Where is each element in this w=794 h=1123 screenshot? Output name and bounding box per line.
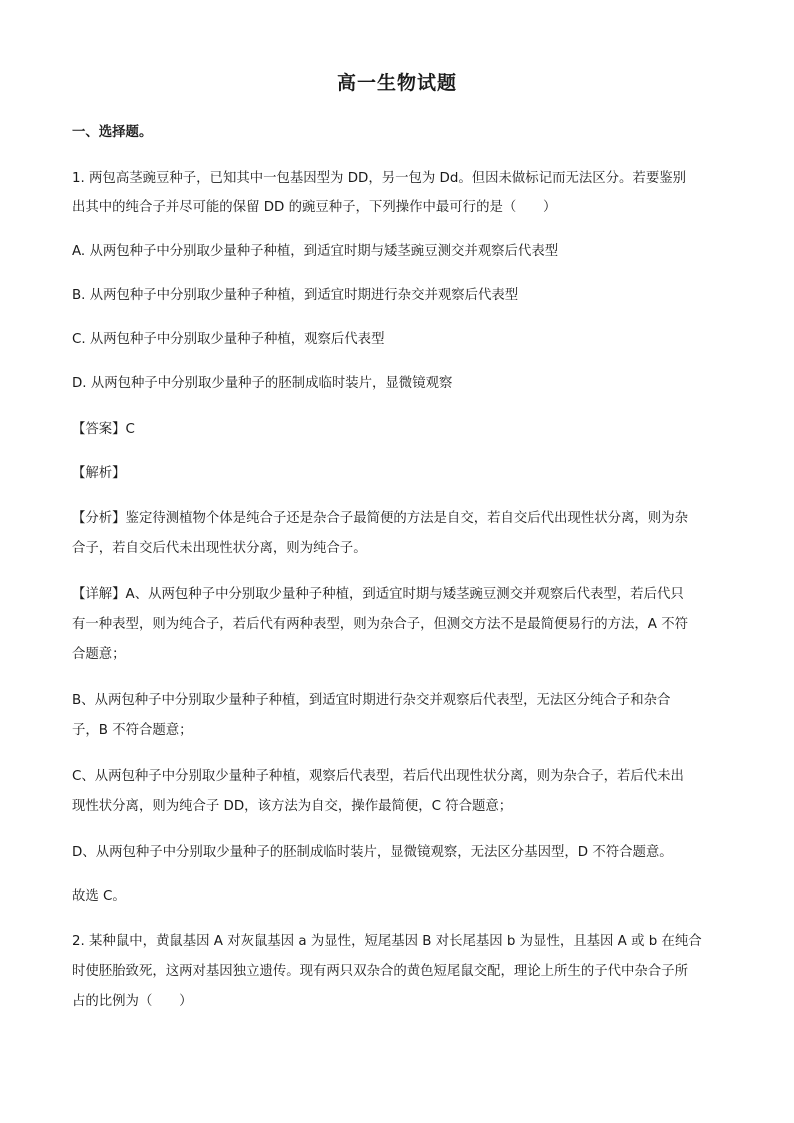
question-1-option-a: A. 从两包种子中分别取少量种子种植，到适宜时期与矮茎豌豆测交并观察后代表型 <box>72 244 559 259</box>
page-title: 高一生物试题 <box>336 72 457 94</box>
question-1-option-d: D. 从两包种子中分别取少量种子的胚制成临时装片，显微镜观察 <box>72 376 453 391</box>
analysis-d-line-1: D、从两包种子中分别取少量种子的胚制成临时装片，显微镜观察，无法区分基因型，D 不符合题意。 <box>72 845 673 860</box>
question-2-stem-line-3: 占的比例为（ ） <box>72 994 193 1009</box>
analysis-b-line-1: B、从两包种子中分别取少量种子种植，到适宜时期进行杂交并观察后代表型，无法区分纯合子和杂合 <box>72 693 671 708</box>
question-1-option-b: B. 从两包种子中分别取少量种子种植，到适宜时期进行杂交并观察后代表型 <box>72 288 519 303</box>
analysis-b-line-2: 子，B 不符合题意； <box>72 723 193 738</box>
analysis-c-line-1: C、从两包种子中分别取少量种子种植，观察后代表型，若后代出现性状分离，则为杂合子，若后代未出 <box>72 769 684 784</box>
question-2-stem-line-1: 2. 某种鼠中，黄鼠基因 A 对灰鼠基因 a 为显性，短尾基因 B 对长尾基因 b 为显性，且基因 A 或 b 在纯合 <box>72 934 702 949</box>
analysis-detail-line-1: 【详解】A、从两包种子中分别取少量种子种植，到适宜时期与矮茎豌豆测交并观察后代表型，若后代只 <box>72 587 684 602</box>
question-2-stem-line-2: 时使胚胎致死，这两对基因独立遗传。现有两只双杂合的黄色短尾鼠交配，理论上所生的子代中杂合子所 <box>72 964 688 979</box>
analysis-c-line-2: 现性状分离，则为纯合子 DD，该方法为自交，操作最简便，C 符合题意； <box>72 799 513 814</box>
analysis-detail-line-3: 合题意； <box>72 647 126 662</box>
question-1-answer: 【答案】C <box>72 422 135 437</box>
analysis-detail-line-2: 有一种表型，则为纯合子，若后代有两种表型，则为杂合子，但测交方法不是最简便易行的方法，A 不符 <box>72 617 688 632</box>
section-heading: 一、选择题。 <box>72 125 153 140</box>
analysis-fenxi-line-1: 【分析】鉴定待测植物个体是纯合子还是杂合子最简便的方法是自交，若自交后代出现性状分离，则为杂 <box>72 511 688 526</box>
question-1-stem-line-2: 出其中的纯合子并尽可能的保留 DD 的豌豆种子，下列操作中最可行的是（ ） <box>72 200 557 215</box>
question-1-conclusion: 故选 C。 <box>72 889 126 904</box>
analysis-heading: 【解析】 <box>72 466 126 481</box>
analysis-fenxi-line-2: 合子，若自交后代未出现性状分离，则为纯合子。 <box>72 541 367 556</box>
question-1-option-c: C. 从两包种子中分别取少量种子种植，观察后代表型 <box>72 332 385 347</box>
question-1-stem-line-1: 1. 两包高茎豌豆种子，已知其中一包基因型为 DD，另一包为 Dd。但因未做标记而无法区分。若要鉴别 <box>72 171 686 186</box>
